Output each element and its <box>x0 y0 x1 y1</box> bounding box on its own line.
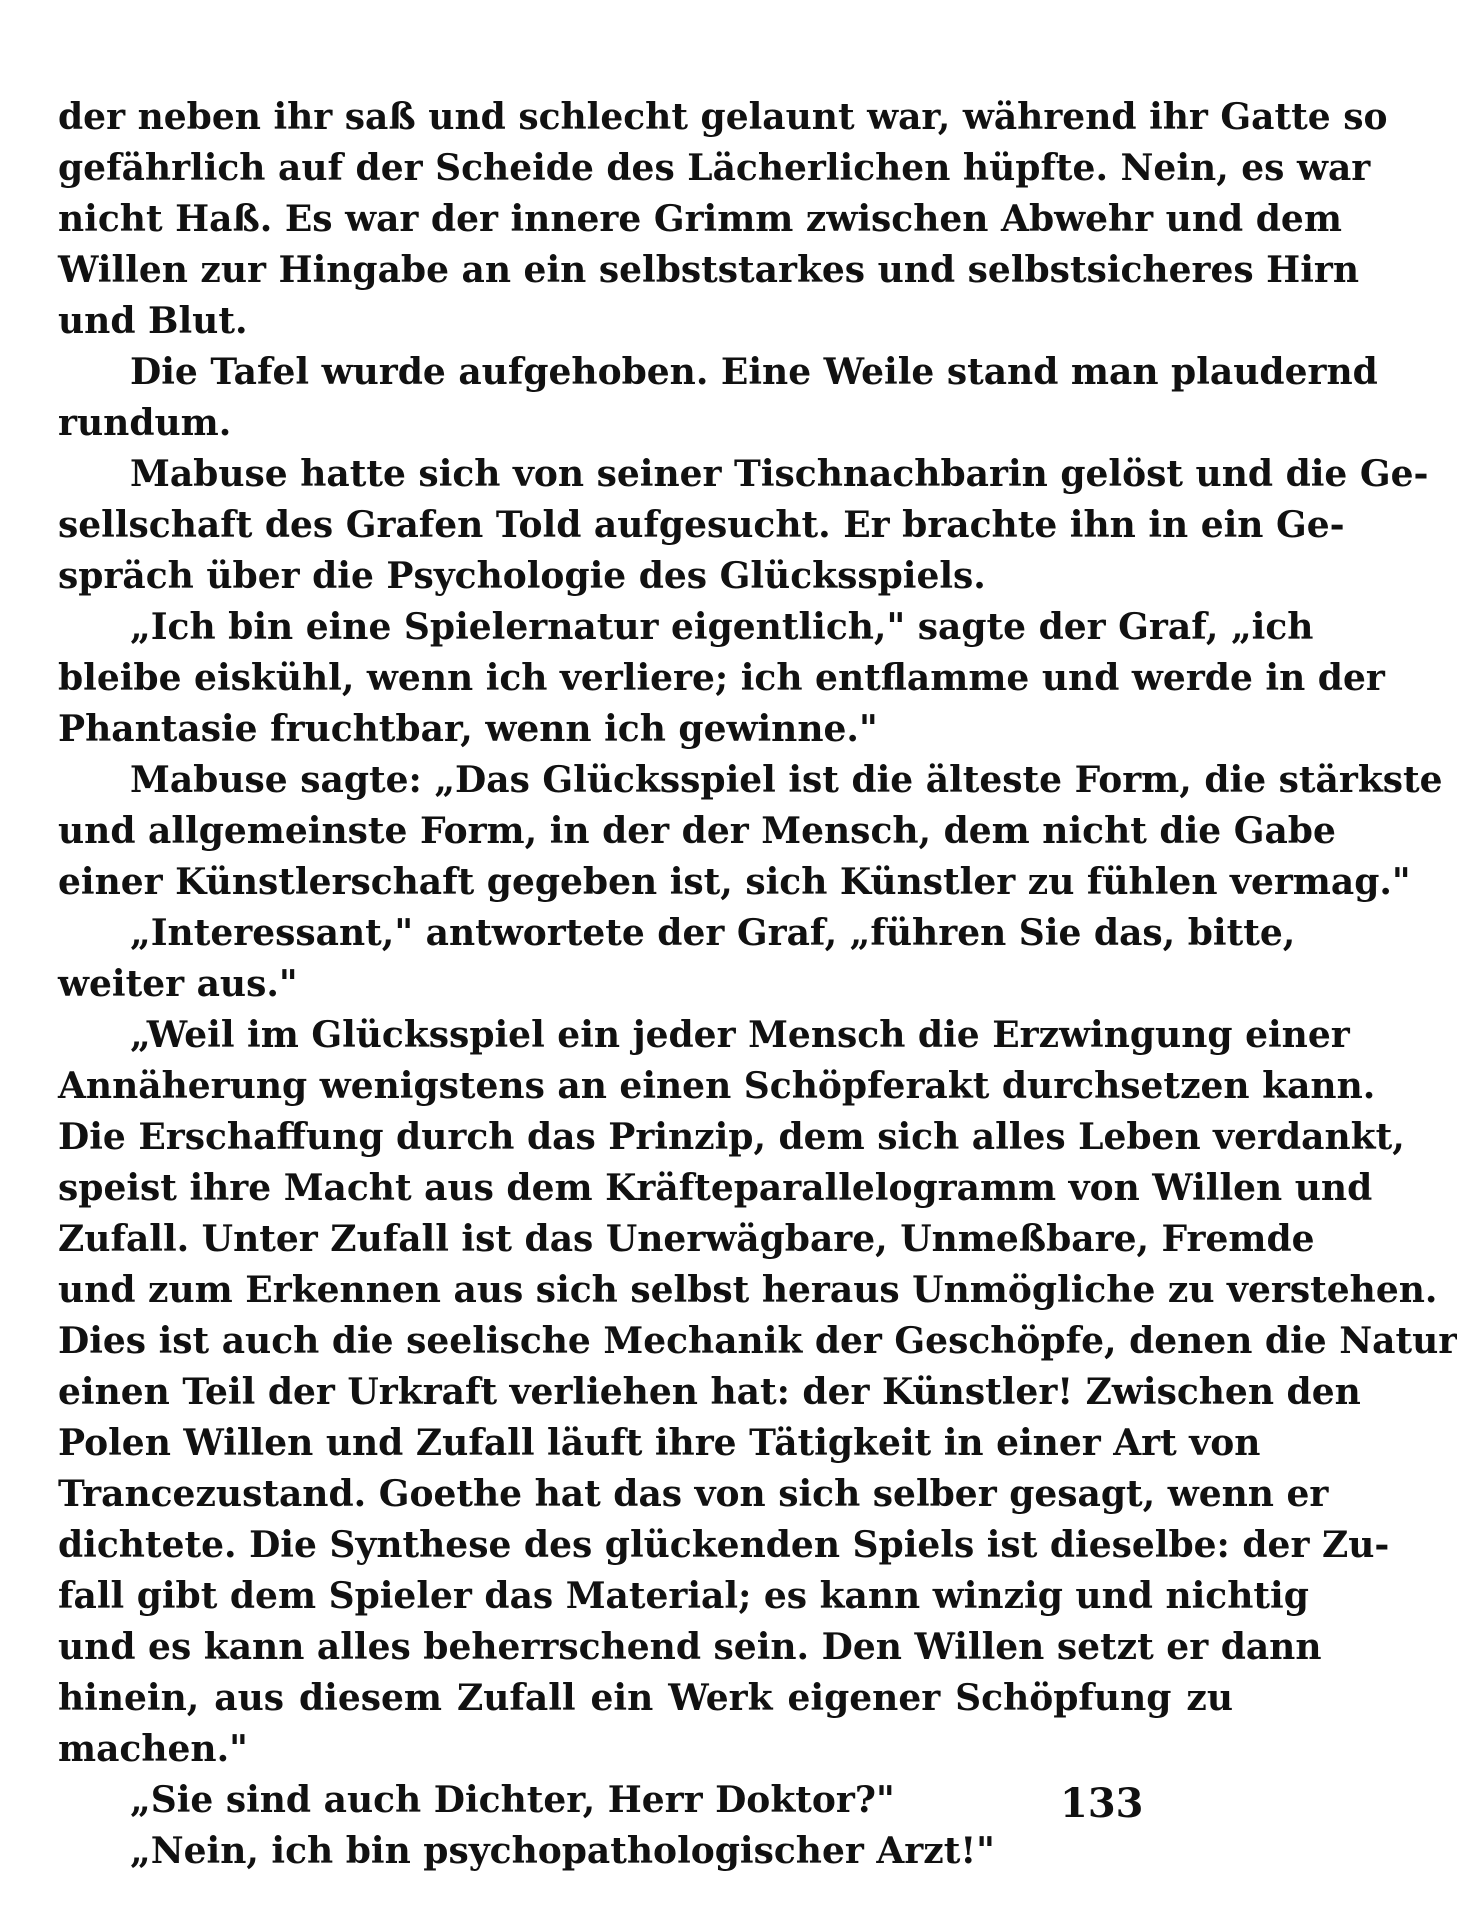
body-text <box>58 92 1457 1877</box>
text-line: Polen Willen und Zufall läuft ihre Tätigkeit in einer Art von <box>58 1422 1261 1464</box>
text-line: „Sie sind auch Dichter, Herr Doktor?" <box>130 1779 895 1821</box>
text-line: und es kann alles beherrschend sein. Den Willen setzt er dann <box>58 1626 1322 1668</box>
text-line: Zufall. Unter Zufall ist das Unerwägbare, Unmeßbare, Fremde <box>58 1218 1315 1260</box>
text-line: der neben ihr saß und schlecht gelaunt war, während ihr Gatte so <box>58 96 1388 138</box>
text-line: Die Tafel wurde aufgehoben. Eine Weile stand man plaudernd <box>130 351 1378 393</box>
text-line: spräch über die Psychologie des Glücksspiels. <box>58 555 986 597</box>
text-line: Willen zur Hingabe an ein selbststarkes und selbstsicheres Hirn <box>58 249 1360 291</box>
text-line: und zum Erkennen aus sich selbst heraus Unmögliche zu verstehen. <box>58 1269 1438 1311</box>
text-line: „Interessant," antwortete der Graf, „führen Sie das, bitte, <box>130 912 1296 954</box>
text-line: Die Erschaffung durch das Prinzip, dem sich alles Leben verdankt, <box>58 1116 1405 1158</box>
text-line: dichtete. Die Synthese des glückenden Spiels ist dieselbe: der Zu- <box>58 1524 1390 1566</box>
page-number: 133 <box>1060 1780 1144 1827</box>
text-line: Dies ist auch die seelische Mechanik der Geschöpfe, denen die Natur <box>58 1320 1457 1362</box>
text-line: „Ich bin eine Spielernatur eigentlich," sagte der Graf, „ich <box>130 606 1314 648</box>
text-line: Annäherung wenigstens an einen Schöpferakt durchsetzen kann. <box>58 1065 1376 1107</box>
text-line: einer Künstlerschaft gegeben ist, sich Künstler zu fühlen vermag." <box>58 861 1411 903</box>
text-line: Mabuse hatte sich von seiner Tischnachbarin gelöst und die Ge- <box>130 453 1429 495</box>
text-line: „Weil im Glücksspiel ein jeder Mensch die Erzwingung einer <box>130 1014 1350 1056</box>
text-line: weiter aus." <box>58 963 298 1005</box>
text-line: rundum. <box>58 402 232 444</box>
text-line: und Blut. <box>58 300 248 342</box>
text-line: hinein, aus diesem Zufall ein Werk eigener Schöpfung zu <box>58 1677 1233 1719</box>
text-line: Trancezustand. Goethe hat das von sich selber gesagt, wenn er <box>58 1473 1329 1515</box>
text-line: „Nein, ich bin psychopathologischer Arzt!" <box>130 1830 995 1872</box>
text-line: Phantasie fruchtbar, wenn ich gewinne." <box>58 708 878 750</box>
text-line: einen Teil der Urkraft verliehen hat: der Künstler! Zwischen den <box>58 1371 1361 1413</box>
text-line: sellschaft des Grafen Told aufgesucht. Er brachte ihn in ein Ge- <box>58 504 1345 546</box>
text-line: und allgemeinste Form, in der der Mensch, dem nicht die Gabe <box>58 810 1336 852</box>
text-line: Mabuse sagte: „Das Glücksspiel ist die älteste Form, die stärkste <box>130 759 1443 801</box>
text-line: gefährlich auf der Scheide des Lächerlichen hüpfte. Nein, es war <box>58 147 1371 189</box>
text-line: bleibe eiskühl, wenn ich verliere; ich entflamme und werde in der <box>58 657 1385 699</box>
text-line: speist ihre Macht aus dem Kräfteparallelogramm von Willen und <box>58 1167 1373 1209</box>
text-line: machen." <box>58 1728 248 1770</box>
text-line: nicht Haß. Es war der innere Grimm zwischen Abwehr und dem <box>58 198 1342 240</box>
text-line: fall gibt dem Spieler das Material; es kann winzig und nichtig <box>58 1575 1309 1617</box>
